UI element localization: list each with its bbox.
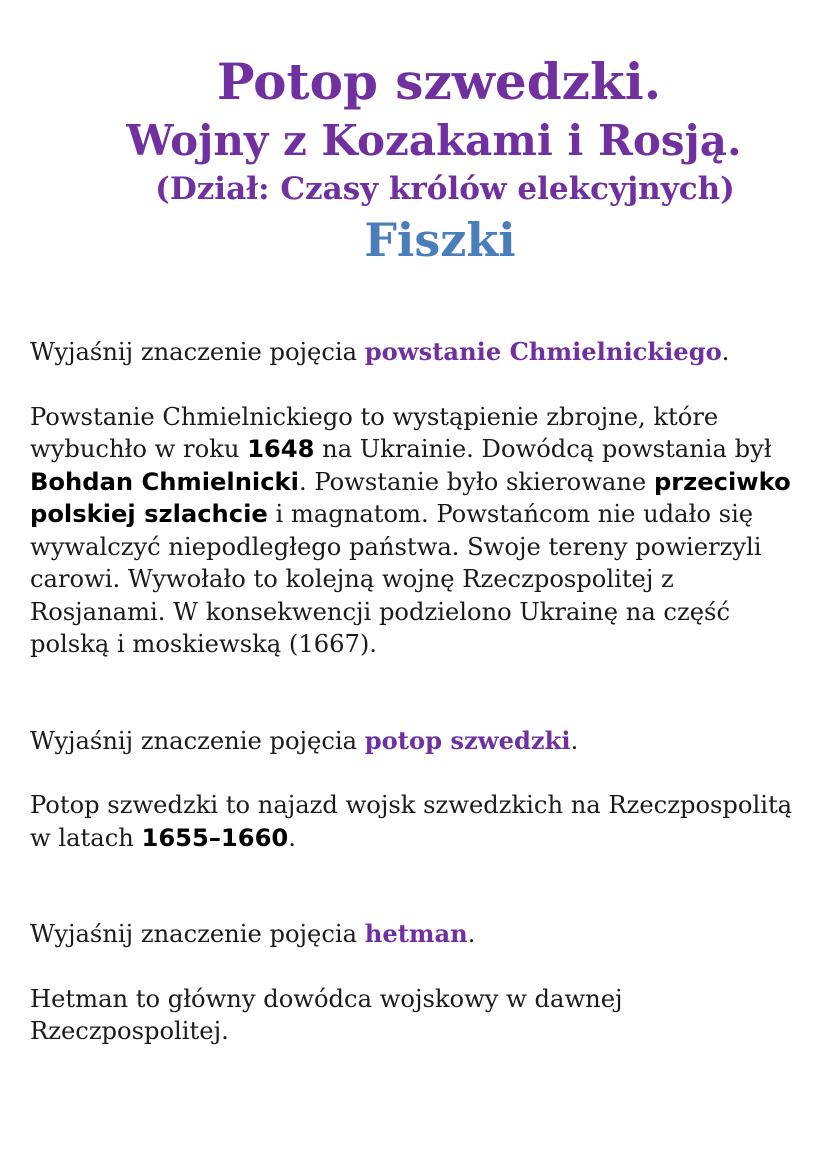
answer-text: . bbox=[288, 823, 296, 852]
answer-text: Potop szwedzki to najazd wojsk szwedzkich na Rzeczpospolitą w latach bbox=[30, 791, 793, 852]
flashcard-answer bbox=[30, 789, 800, 854]
flashcard bbox=[30, 918, 800, 1048]
page-title-line-2: Wojny z Kozakami i Rosją. bbox=[126, 116, 742, 165]
answer-text: i magnatom. Powstańcom nie udało się wywalczyć niepodległego państwa. Swoje tereny powierzyli carowi. Wywołało to kolejną wojnę Rzeczpospolitej z Rosjanami. W konsekwencji podzielono Ukrainę na część polską i moskiewską (1667). bbox=[30, 500, 762, 658]
question-suffix: . bbox=[467, 920, 476, 948]
flashcard-question bbox=[30, 918, 800, 951]
question-term: powstanie Chmielnickiego bbox=[364, 337, 722, 366]
answer-highlight: Bohdan Chmielnicki bbox=[30, 467, 299, 496]
answer-text: Powstanie Chmielnickiego to wystąpienie zbrojne, które wybuchło w roku bbox=[30, 402, 719, 463]
page-subtitle: Fiszki bbox=[364, 213, 516, 267]
question-prefix: Wyjaśnij znaczenie pojęcia bbox=[30, 338, 365, 366]
section-label: (Dział: Czasy królów elekcyjnych) bbox=[155, 171, 735, 207]
answer-highlight: przeciwko polskiej szlachcie bbox=[30, 467, 791, 528]
answer-highlight: 1655–1660 bbox=[141, 823, 289, 852]
flashcard-answer bbox=[30, 983, 800, 1048]
flashcard bbox=[30, 336, 800, 661]
answer-text: na Ukrainie. Dowódcą powstania był bbox=[314, 435, 772, 463]
page-title: Potop szwedzki. bbox=[216, 52, 662, 111]
question-suffix: . bbox=[721, 338, 730, 366]
question-prefix: Wyjaśnij znaczenie pojęcia bbox=[30, 920, 365, 948]
flashcard-question bbox=[30, 725, 800, 758]
question-term: hetman bbox=[364, 919, 468, 948]
flashcard-list bbox=[30, 336, 800, 1048]
answer-text: Hetman to główny dowódca wojskowy w dawnej Rzeczpospolitej. bbox=[30, 984, 623, 1045]
answer-highlight: 1648 bbox=[247, 435, 315, 463]
flashcard-question bbox=[30, 336, 800, 369]
flashcard bbox=[30, 725, 800, 855]
question-term: potop szwedzki bbox=[364, 725, 571, 755]
flashcard-answer bbox=[30, 401, 800, 661]
question-prefix: Wyjaśnij znaczenie pojęcia bbox=[30, 726, 365, 755]
page-header bbox=[0, 50, 828, 270]
answer-text: . Powstanie było skierowane bbox=[298, 467, 654, 496]
question-suffix: . bbox=[570, 726, 579, 755]
